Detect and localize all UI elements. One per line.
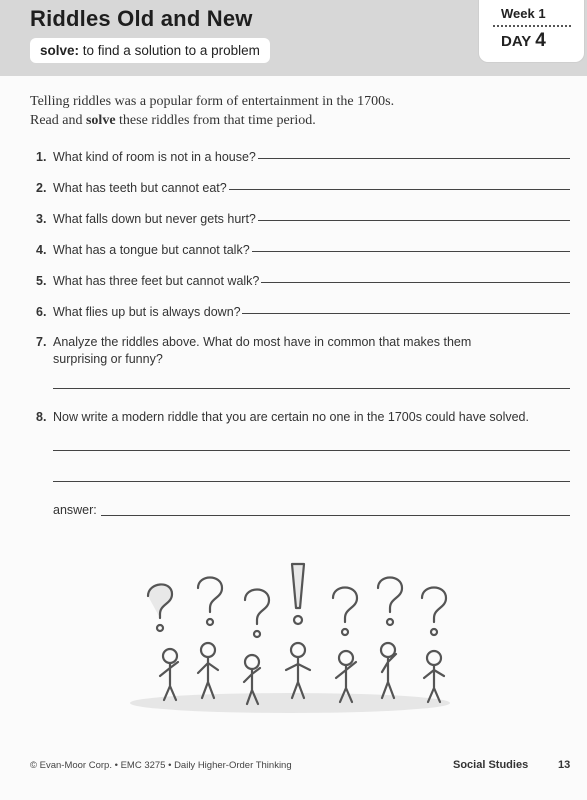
answer-line-4[interactable]	[252, 251, 570, 252]
question-mark-icon	[333, 588, 357, 636]
thinking-person-icon	[160, 649, 178, 700]
question-number: 2.	[36, 181, 47, 195]
day-number: 4	[535, 30, 546, 51]
intro-text	[30, 92, 550, 130]
answer-line-1[interactable]	[258, 158, 570, 159]
answer-line-7[interactable]	[53, 388, 570, 389]
question-text: What kind of room is not in a house?	[53, 150, 256, 164]
intro-line-1: Telling riddles was a popular form of entertainment in the 1700s.	[30, 94, 395, 109]
question-number: 6.	[36, 305, 47, 319]
question-text: What has a tongue but cannot talk?	[53, 243, 250, 257]
vocab-definition: to find a solution to a problem	[79, 43, 260, 58]
question-text: What has three feet but cannot walk?	[53, 274, 260, 288]
question-text: Analyze the riddles above. What do most have in common that makes them surprising or funny?	[53, 335, 472, 366]
question-marks-illustration	[120, 558, 460, 718]
question-text: What flies up but is always down?	[53, 305, 241, 319]
question-mark-icon	[422, 588, 446, 636]
vocab-word: solve:	[40, 43, 80, 58]
vocabulary-box	[30, 38, 270, 63]
question-mark-icon	[245, 590, 269, 638]
answer-line-3[interactable]	[258, 220, 570, 221]
question-7	[36, 334, 473, 368]
intro-line-2-bold: solve	[85, 113, 116, 128]
intro-line-2-end: these riddles from that time period.	[115, 113, 316, 128]
day-tab	[478, 0, 585, 63]
answer-line-8a[interactable]	[53, 450, 570, 451]
copyright-footer: © Evan-Moor Corp. • EMC 3275 • Daily Higher-Order Thinking	[30, 760, 292, 771]
thinking-person-icon	[198, 643, 218, 698]
question-number: 3.	[36, 212, 47, 226]
day-label-wrap	[501, 30, 546, 52]
question-4	[36, 239, 250, 257]
subject-label: Social Studies	[453, 759, 529, 771]
question-text: What falls down but never gets hurt?	[53, 212, 256, 226]
answer-line-8b[interactable]	[53, 481, 570, 482]
question-number: 5.	[36, 274, 47, 288]
answer-label: answer:	[53, 503, 97, 517]
thinking-person-icon	[286, 643, 310, 698]
answer-line-6[interactable]	[242, 313, 570, 314]
question-8	[36, 406, 529, 424]
question-3	[36, 208, 256, 226]
question-number: 1.	[36, 150, 47, 164]
page-number: 13	[558, 759, 571, 771]
day-label: DAY	[501, 33, 532, 50]
question-mark-icon	[198, 578, 222, 626]
answer-line-8c[interactable]	[101, 515, 570, 516]
question-number: 4.	[36, 243, 47, 257]
question-mark-icon	[148, 584, 172, 631]
intro-line-2	[30, 111, 550, 130]
exclamation-mark-icon	[292, 564, 304, 624]
header-band	[0, 0, 587, 76]
page-title: Riddles Old and New	[30, 6, 253, 31]
thinking-person-icon	[424, 651, 444, 702]
thinking-person-icon	[381, 643, 396, 698]
question-2	[36, 177, 227, 195]
question-mark-icon	[378, 578, 402, 626]
question-text: Now write a modern riddle that you are certain no one in the 1700s could have solved.	[53, 410, 529, 424]
question-text: What has teeth but cannot eat?	[53, 181, 227, 195]
week-label: Week 1	[501, 6, 546, 21]
answer-line-2[interactable]	[229, 189, 570, 190]
dotted-divider	[493, 25, 571, 27]
question-5	[36, 270, 259, 288]
question-1	[36, 146, 256, 164]
question-number: 7.	[36, 335, 47, 349]
question-number: 8.	[36, 410, 47, 424]
question-6	[36, 301, 241, 319]
intro-line-2-start: Read and	[30, 113, 86, 128]
answer-line-5[interactable]	[261, 282, 570, 283]
